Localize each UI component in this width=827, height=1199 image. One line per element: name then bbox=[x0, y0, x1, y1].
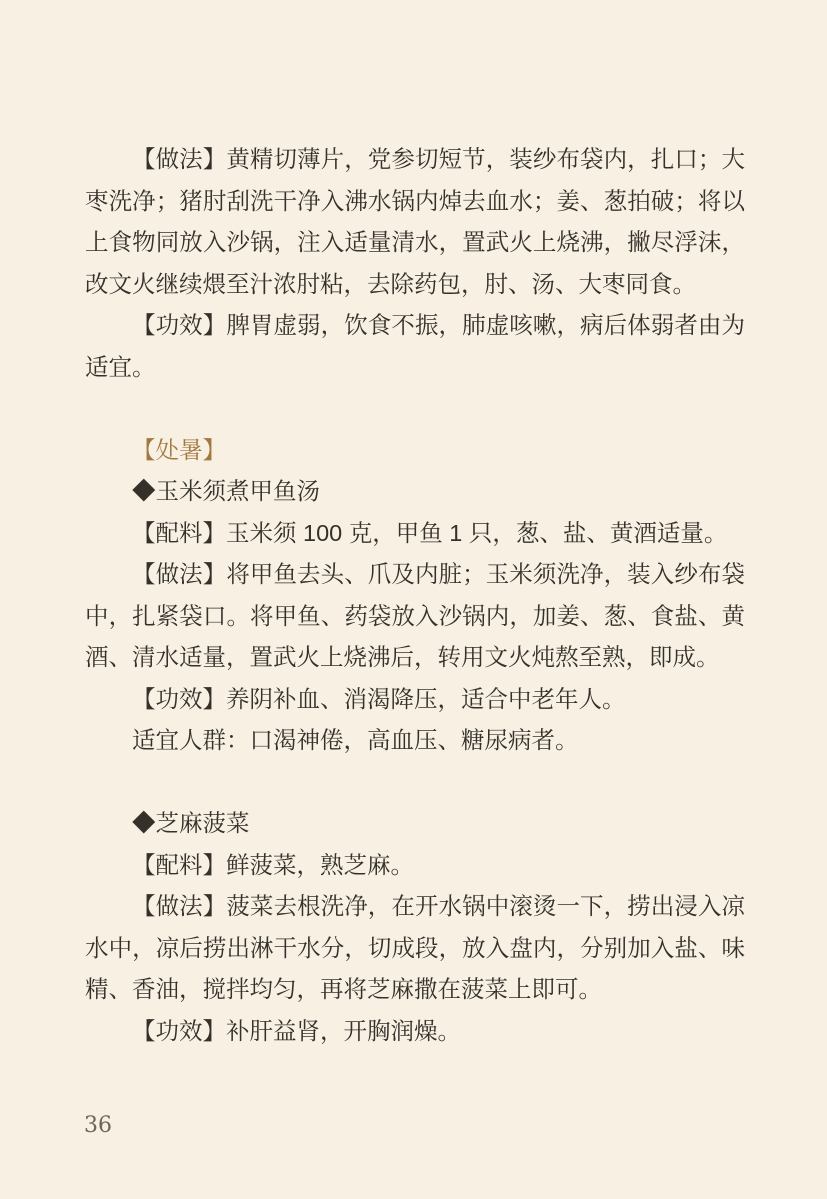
section-heading: 【处暑】 bbox=[132, 436, 226, 463]
content-blocks bbox=[85, 0, 745, 1052]
paragraph: 【做法】黄精切薄片，党参切短节，装纱布袋内，扎口；大枣洗净；猪肘刮洗干净入沸水锅内焯去血水；姜、葱拍破；将以上食物同放入沙锅，注入适量清水，置武火上烧沸，撇尽浮沫，改文火继续煨至汁浓肘粘，去除药包，肘、汤、大枣同食。 bbox=[85, 146, 745, 297]
paragraph: 【配料】玉米须 100 克，甲鱼 1 只，葱、盐、黄酒适量。 bbox=[132, 519, 728, 546]
diamond-bullet-icon: ◆ bbox=[132, 810, 156, 836]
paragraph: 【配料】鲜菠菜，熟芝麻。 bbox=[132, 851, 414, 878]
recipe-title-text: 玉米须煮甲鱼汤 bbox=[155, 478, 320, 504]
paragraph: 【功效】补肝益肾，开胸润燥。 bbox=[132, 1017, 461, 1044]
paragraph: 【功效】养阴补血、消渴降压，适合中老年人。 bbox=[132, 685, 626, 712]
page-number: 36 bbox=[84, 1113, 112, 1138]
recipe-title bbox=[85, 471, 745, 513]
recipe-title-text: 芝麻菠菜 bbox=[155, 810, 250, 836]
diamond-bullet-icon: ◆ bbox=[132, 478, 156, 504]
paragraph: 【做法】将甲鱼去头、爪及内脏；玉米须洗净，装入纱布袋中，扎紧袋口。将甲鱼、药袋放入沙锅内，加姜、葱、食盐、黄酒、清水适量，置武火上烧沸后，转用文火炖熬至熟，即成。 bbox=[85, 561, 745, 670]
paragraph: 适宜人群：口渴神倦，高血压、糖尿病者。 bbox=[132, 727, 579, 753]
paragraph: 【做法】菠菜去根洗净，在开水锅中滚烫一下，捞出浸入凉水中，凉后捞出淋干水分，切成段，放入盘内，分别加入盐、味精、香油，搅拌均匀，再将芝麻撒在菠菜上即可。 bbox=[85, 893, 745, 1002]
paragraph: 【功效】脾胃虚弱，饮食不振，肺虚咳嗽，病后体弱者由为适宜。 bbox=[85, 312, 745, 380]
recipe-title bbox=[85, 803, 745, 845]
